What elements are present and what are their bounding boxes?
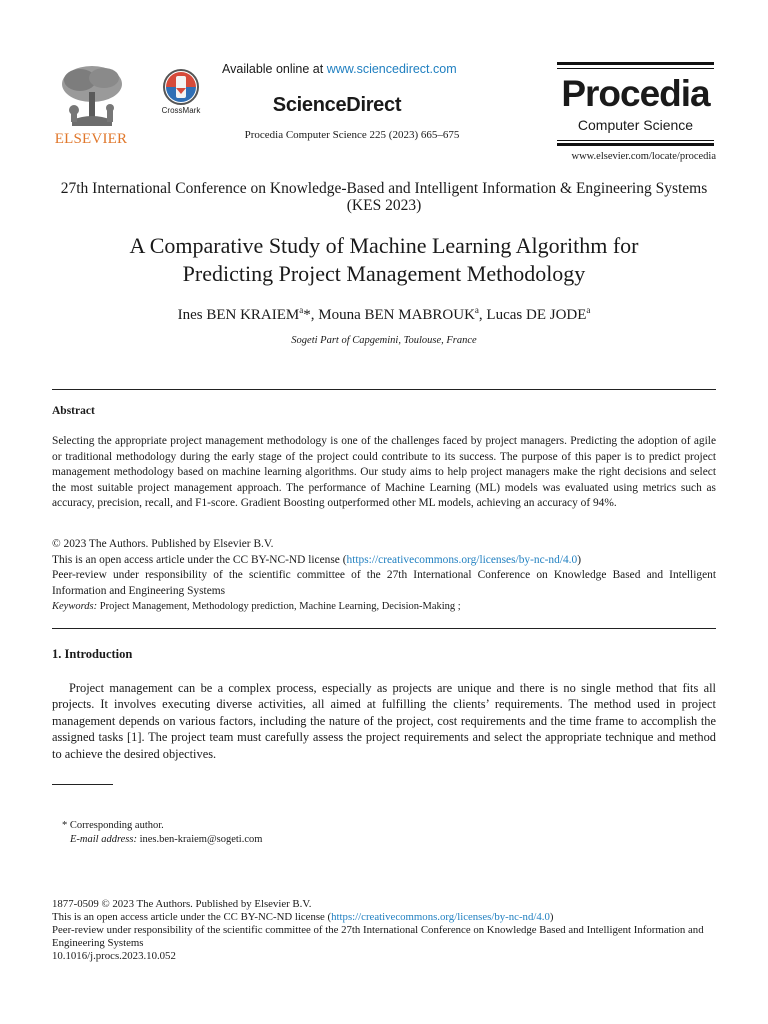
abstract-heading: Abstract bbox=[52, 405, 95, 417]
abstract-copyright-block bbox=[52, 537, 716, 599]
license-suffix: ) bbox=[577, 553, 582, 566]
footer-license-prefix: This is an open access article under the CC BY-NC-ND license ( bbox=[52, 911, 332, 923]
license-link[interactable]: https://creativecommons.org/licenses/by-nc-nd/4.0 bbox=[346, 553, 578, 566]
available-prefix: Available online at bbox=[222, 62, 327, 76]
doi[interactable]: 10.1016/j.procs.2023.10.052 bbox=[52, 950, 176, 962]
keywords-label: Keywords: bbox=[52, 601, 98, 612]
footer-license-link[interactable]: https://creativecommons.org/licenses/by-nc-nd/4.0 bbox=[331, 911, 550, 923]
email-address[interactable]: ines.ben-kraiem@sogeti.com bbox=[136, 834, 263, 845]
license-line bbox=[52, 553, 716, 569]
elsevier-logo bbox=[52, 62, 130, 148]
page-footer bbox=[52, 898, 716, 963]
license-prefix: This is an open access article under the CC BY-NC-ND license ( bbox=[52, 553, 347, 566]
paper-title bbox=[52, 232, 716, 288]
affiliation: Sogeti Part of Capgemini, Toulouse, France bbox=[291, 335, 477, 346]
author-list bbox=[52, 305, 716, 324]
footer-license-suffix: ) bbox=[549, 911, 554, 923]
author-1-name: Ines BEN KRAIEM bbox=[177, 307, 300, 323]
procedia-title: Procedia bbox=[561, 73, 710, 114]
author-sep: , bbox=[310, 307, 319, 323]
procedia-logo bbox=[557, 62, 714, 146]
author-2-name: Mouna BEN MABROUK bbox=[318, 307, 475, 323]
section-heading-introduction: 1. Introduction bbox=[52, 647, 133, 661]
author-sep: , bbox=[478, 307, 487, 323]
crossmark-icon bbox=[162, 68, 200, 106]
keywords bbox=[52, 601, 716, 612]
corresponding-author-note: * Corresponding author. bbox=[62, 820, 164, 831]
abstract-body: Selecting the appropriate project management methodology is one of the challenges faced by project managers. Predicting the adoption of agile or traditional methodology during the early stage of the project could contribute to its success. The purpose of this paper is to predict project management methodology based on machine learning algorithms. Our study aims to help project managers make the right decisions and select the most suitable project management approach. The performance of Machine Learning (ML) models was evaluated using metrics such as accuracy, precision, recall, and F1-score. Gradient Boosting outperformed other ML models, achieving an accuracy of 94%. bbox=[52, 435, 716, 510]
peer-review-line: Peer-review under responsibility of the scientific committee of the 27th International Conference on Knowledge Based and Intelligent Information and Engineering Systems bbox=[52, 569, 716, 597]
title-line-2: Predicting Project Management Methodology bbox=[182, 261, 586, 286]
email-label: E-mail address: bbox=[70, 834, 137, 845]
publisher-name: ELSEVIER bbox=[54, 131, 128, 147]
title-line-1: A Comparative Study of Machine Learning Algorithm for bbox=[129, 233, 639, 258]
issn-line: 1877-0509 © 2023 The Authors. Published by Elsevier B.V. bbox=[52, 898, 312, 910]
footer-license-line bbox=[52, 911, 716, 924]
divider bbox=[52, 389, 716, 390]
email-note bbox=[70, 834, 262, 845]
footer-peer-review: Peer-review under responsibility of the scientific committee of the 27th International Conference on Knowledge Based and Intelligent Information and Engineering Systems bbox=[52, 924, 704, 949]
keywords-list: Project Management, Methodology prediction, Machine Learning, Decision-Making ; bbox=[97, 601, 461, 612]
available-online bbox=[222, 62, 482, 76]
procedia-subtitle: Computer Science bbox=[577, 117, 694, 133]
journal-citation: Procedia Computer Science 225 (2023) 665–675 bbox=[244, 129, 460, 141]
crossmark-badge[interactable] bbox=[158, 68, 204, 118]
journal-url[interactable]: www.elsevier.com/locate/procedia bbox=[571, 151, 716, 162]
sciencedirect-link[interactable]: www.sciencedirect.com bbox=[326, 62, 457, 76]
copyright-line: © 2023 The Authors. Published by Elsevier B.V. bbox=[52, 538, 274, 550]
author-1-affil: a bbox=[299, 305, 304, 315]
sciencedirect-wordmark: ScienceDirect bbox=[272, 94, 402, 116]
divider bbox=[52, 628, 716, 629]
author-2-affil: a bbox=[474, 305, 479, 315]
introduction-body: Project management can be a complex process, especially as projects are unique and there is no single method that fits all projects. It involves executing diverse activities, all aimed at fulfilling the clients’ requirements. The method used in project management depends on various factors, including the nature of the project, cost requirements and the time frame to accomplish the assigned tasks [1]. The project team must carefully assess the project requirements and select the appropriate technique and method to achieve the desired objectives. bbox=[52, 681, 716, 761]
elsevier-tree-icon bbox=[52, 62, 130, 128]
author-3-affil: a bbox=[586, 305, 591, 315]
footnote-divider bbox=[52, 784, 113, 785]
crossmark-label: CrossMark bbox=[161, 106, 201, 115]
author-1-mark: * bbox=[303, 307, 311, 323]
conference-name: 27th International Conference on Knowledge-Based and Intelligent Information & Engineering Systems (KES 2023) bbox=[60, 180, 708, 214]
author-3-name: Lucas DE JODE bbox=[486, 307, 587, 323]
